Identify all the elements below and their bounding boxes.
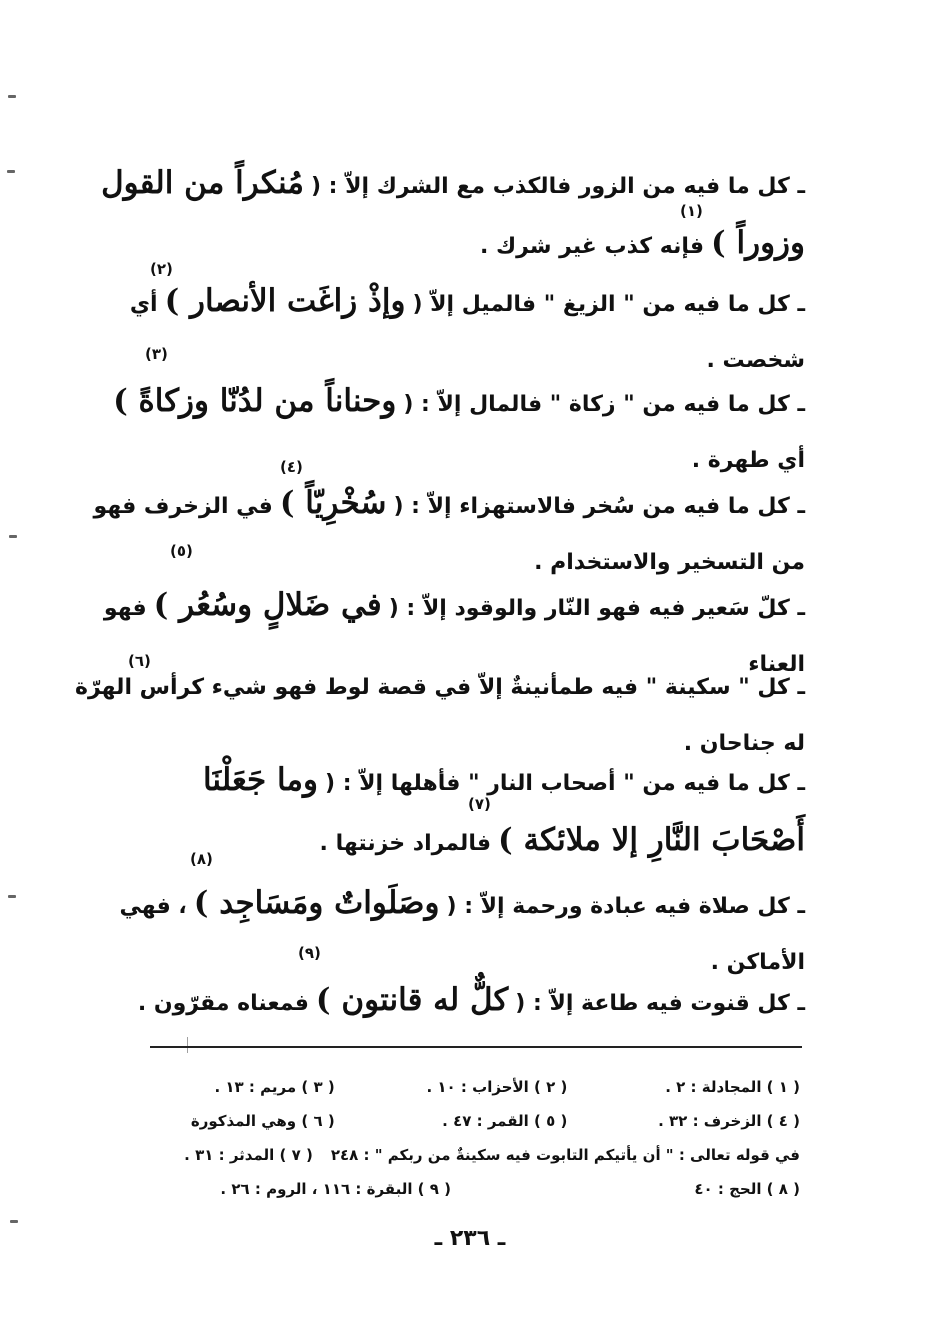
entry-6-intro: ـ كل " سكينة " فيه طمأنينةٌ إلاّ في قصة لوط فهو شيء كرأس الهرّة: [74, 675, 805, 700]
entry-8-quote: وصَلَواتٌ ومَسَاجِد ): [193, 885, 440, 921]
entry-1-note-number: (١): [680, 202, 703, 220]
scan-speck: [7, 170, 15, 173]
page-number: ـ ٢٣٦ ـ: [434, 1226, 506, 1251]
footnotes: [120, 1070, 800, 1206]
entry-1-line-2: [135, 215, 805, 275]
entry-7-commentary: فالمراد خزنتها .: [319, 831, 491, 856]
footnote-7: ( ٧ ) المدثر : ٣١ .: [184, 1146, 313, 1164]
entry-2: [129, 273, 805, 389]
entry-2-note-number: (٢): [150, 260, 173, 278]
footnote-row-4: [120, 1172, 800, 1206]
entry-4-ending: في الزخرف فهو: [93, 494, 273, 519]
footnote-6-continuation: في قوله تعالى : " أن يأتيكم التابوت فيه سكينةٌ من ربكم " : ٢٤٨: [330, 1146, 800, 1164]
entry-8-intro: ـ كل صلاة فيه عبادة ورحمة إلاّ : (: [446, 894, 805, 919]
entry-8-commentary: الأماكن .: [710, 950, 805, 975]
entry-8-line-1: [119, 875, 805, 935]
entry-3-note-number: (٣): [145, 345, 168, 363]
footnote-9: ( ٩ ) البقرة : ١١٦ ، الروم : ٢٦ .: [220, 1180, 451, 1198]
entry-7-quote: وما جَعَلْنَا: [202, 762, 318, 798]
entry-3-line-1: [113, 373, 805, 433]
entry-1-quote-continued: وزوراً ): [711, 225, 805, 261]
entry-6-line-1: [74, 660, 805, 716]
entry-4-intro: ـ كل ما فيه من سُخر فالاستهزاء إلاّ : (: [393, 494, 805, 519]
footnote-5: ( ٥ ) القمر : ٤٧ .: [442, 1112, 568, 1130]
scan-speck: [8, 95, 16, 98]
entry-6-note-number: (٦): [128, 652, 151, 670]
footnote-row-2: [120, 1104, 800, 1138]
entry-5-commentary: العناء: [748, 652, 805, 677]
footnote-row-1: [120, 1070, 800, 1104]
entry-9-ending: فمعناه مقرّون .: [137, 991, 309, 1016]
entry-3: [113, 373, 805, 489]
entry-7-line-2: [135, 812, 805, 872]
footnote-3: ( ٣ ) مريم : ١٣ .: [214, 1078, 335, 1096]
entry-1: [101, 155, 805, 275]
footnote-8: ( ٨ ) الحج : ٤٠: [694, 1180, 800, 1198]
entry-1-intro: ـ كل ما فيه من الزور فالكذب مع الشرك إلاّ : (: [310, 174, 805, 199]
entry-9-note-number: (٩): [298, 944, 321, 962]
entry-2-intro: ـ كل ما فيه من " الزيغ " فالميل إلاّ (: [412, 292, 805, 317]
entry-5-ending: فهو: [103, 596, 147, 621]
entry-7-note-number: (٧): [468, 795, 491, 813]
entry-4-line-1: [93, 475, 805, 535]
entry-5-line-1: [103, 577, 805, 637]
entry-4-commentary: من التسخير والاستخدام .: [534, 550, 805, 575]
scan-speck: [10, 1220, 18, 1223]
entry-3-intro: ـ كل ما فيه من " زكاة " فالمال إلاّ : (: [403, 392, 805, 417]
scan-mark: [187, 1037, 188, 1053]
entry-2-line-1: [129, 273, 805, 333]
entry-4-quote: سُخْرِيّاً ): [279, 485, 387, 521]
entry-9-line-1: [135, 972, 805, 1032]
entry-4-note-number: (٤): [280, 458, 303, 476]
entry-8-note-number: (٨): [190, 850, 213, 868]
entry-9: [135, 972, 805, 1032]
entry-2-ending: أي: [129, 292, 158, 317]
entry-7-intro: ـ كل ما فيه من " أصحاب النار " فأهلها إلاّ : (: [324, 771, 805, 796]
entry-1-commentary: فإنه كذب غير شرك .: [479, 234, 705, 259]
entry-1-quote: مُنكراً من القول: [101, 165, 304, 201]
footnote-4: ( ٤ ) الزخرف : ٣٢ .: [658, 1112, 800, 1130]
footnote-2: ( ٢ ) الأحزاب : ١٠ .: [426, 1078, 568, 1096]
entry-6-commentary: له جناحان .: [683, 731, 805, 756]
scan-speck: [8, 895, 16, 898]
entry-3-commentary: أي طهرة .: [691, 448, 805, 473]
entry-5-quote: في ضَلالٍ وسُعُر ): [153, 587, 382, 623]
entry-3-quote: وحناناً من لدُنّا وزكاةً ): [113, 383, 397, 419]
entry-2-quote: وإذْ زاغَت الأنصار ): [164, 283, 406, 319]
scan-speck: [9, 535, 17, 538]
entry-8-ending: ، فهي: [119, 894, 187, 919]
entry-4: [93, 475, 805, 591]
entry-9-intro: ـ كل قنوت فيه طاعة إلاّ : (: [515, 991, 805, 1016]
entry-1-line-1: [101, 155, 805, 215]
footnote-divider: [150, 1046, 802, 1048]
entry-5-intro: ـ كلّ سَعير فيه فهو النّار والوقود إلاّ : (: [388, 596, 805, 621]
entry-2-commentary: شخصت .: [706, 348, 805, 373]
entry-9-quote: كلٌّ له قانتون ): [315, 982, 509, 1018]
entry-5-note-number: (٥): [170, 542, 193, 560]
entry-7-quote-continued: أَصْحَابَ النَّارِ إلا ملائكة ): [497, 822, 805, 858]
footnote-row-3: [120, 1138, 800, 1172]
footnote-6-start: ( ٦ ) وهي المذكورة: [190, 1112, 335, 1130]
footnote-1: ( ١ ) المجادلة : ٢ .: [665, 1078, 800, 1096]
